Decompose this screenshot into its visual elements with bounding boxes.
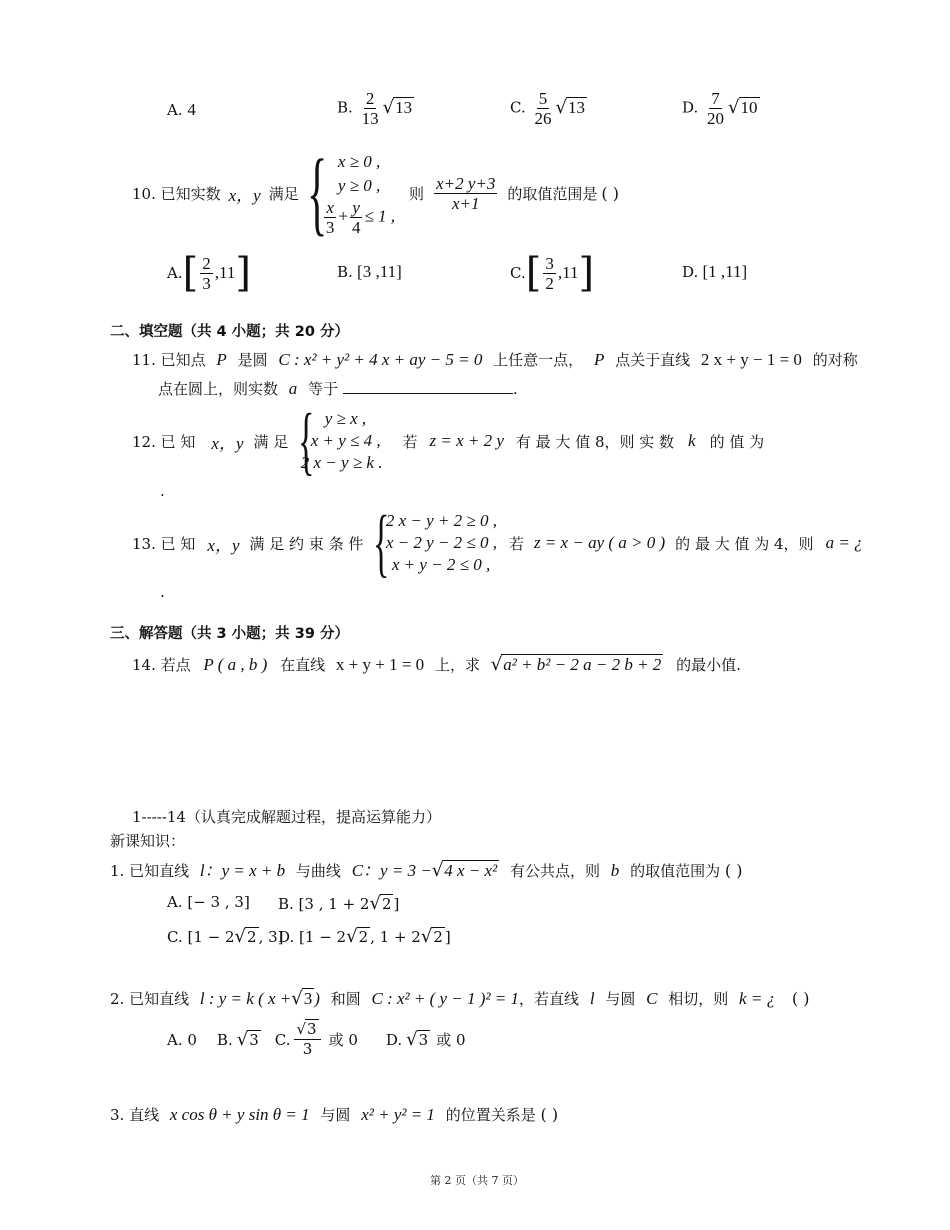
option-label: A. <box>167 264 183 282</box>
n3-stem <box>110 1104 558 1125</box>
question-text: 上任意一点， <box>493 351 584 369</box>
q10-option-c <box>510 250 594 296</box>
circle-equation: C : x² + ( y − 1 )² = 1 <box>371 989 520 1008</box>
question-text: ，若直线 <box>519 990 580 1008</box>
bracket: [ <box>182 250 199 296</box>
math-var: a <box>288 379 298 398</box>
period: . <box>512 380 518 398</box>
option-value: 4 <box>187 100 196 119</box>
n1-option-b <box>278 893 399 914</box>
question-text: 与曲线 <box>295 862 341 880</box>
radicand: 2 <box>433 928 443 946</box>
denominator: 13 <box>361 109 379 128</box>
n2-option-a: A. 0 <box>167 1030 197 1049</box>
radicand: 13 <box>395 97 413 117</box>
line-equation: x cos θ + y sin θ = 1 <box>169 1105 310 1124</box>
sqrt-sign: √ <box>369 893 381 914</box>
question-text: 1. 已知直线 <box>110 862 190 880</box>
denominator: 3 <box>325 217 335 237</box>
question-text: 3. 直线 <box>110 1106 160 1124</box>
question-text: 12. 已 知 <box>132 432 196 451</box>
numerator: x+2 y+3 <box>436 173 496 193</box>
question-text: 若 <box>402 432 418 451</box>
constraint: 2 x − y + 2 ≥ 0 , <box>385 511 497 530</box>
n2-option-d: D. <box>385 1030 403 1049</box>
q10-stem <box>132 141 619 245</box>
question-text: 的 最 大 值 为 4，则 <box>675 534 814 553</box>
radicand: 3 <box>418 1031 429 1049</box>
sqrt-sign: √ <box>406 1029 418 1050</box>
option-label: A. <box>167 101 183 119</box>
n1-option-d <box>278 926 451 947</box>
q10-option-a <box>167 250 251 296</box>
option-label: B. <box>337 98 353 117</box>
line-equation: x + y + 1 = 0 <box>335 655 425 674</box>
option-label: B. <box>337 263 353 281</box>
n2-option-c: C. <box>274 1030 291 1049</box>
radicand: 2 <box>247 928 257 946</box>
question-text: 14. 若点 <box>132 656 191 674</box>
question-text: 与圆 <box>320 1106 351 1124</box>
denominator: 2 <box>545 273 554 293</box>
bracket: [ <box>525 250 542 296</box>
n2-stem <box>110 988 809 1009</box>
option-label: D. <box>682 98 699 117</box>
question-text: 2. 已知直线 <box>110 990 190 1008</box>
radicand: 3 <box>307 1020 317 1038</box>
numerator: 7 <box>711 89 720 108</box>
question-text: 的最小值. <box>676 656 741 674</box>
constraint-rest: ≤ 1 , <box>364 205 396 225</box>
bracket: ] <box>235 250 251 296</box>
denominator: 20 <box>707 109 725 128</box>
radicand: 2 <box>358 928 369 946</box>
option-value: D. [1 − 2 <box>278 928 347 946</box>
q13-stem <box>132 501 863 585</box>
target-fraction <box>434 174 497 213</box>
question-text: 的取值范围是 <box>507 184 598 203</box>
question-text: 11. 已知点 <box>132 351 206 369</box>
math-vars: x，y <box>228 185 261 205</box>
option-value: ] <box>444 928 451 946</box>
constraint: x + y − 2 ≤ 0 , <box>391 555 491 574</box>
page-footer: 第 2 页（共 7 页） <box>430 1174 524 1187</box>
radicand: 2 <box>381 895 392 913</box>
question-text: 若 <box>508 534 524 553</box>
question-text: 的对称 <box>812 351 858 369</box>
radicand: a² + b² − 2 a − 2 b + 2 <box>503 655 662 674</box>
q9-option-c <box>510 89 587 128</box>
left-brace: { <box>306 141 328 245</box>
n1-option-a: A. [− 3 , 3] <box>167 893 250 911</box>
option-value: , 3] <box>258 928 284 946</box>
numerator: y <box>352 197 360 217</box>
answer-paren: ( ) <box>601 183 619 203</box>
n1-option-c <box>167 926 284 947</box>
math-vars: x，y <box>207 535 240 555</box>
question-text: 满足 <box>268 184 299 203</box>
question-text: 相切，则 <box>668 990 729 1008</box>
q9-option-a <box>167 100 196 120</box>
numerator: 2 <box>202 253 211 273</box>
numerator: 5 <box>538 89 548 108</box>
section-heading-fill-in: 二、填空题（共 4 小题；共 20 分） <box>110 324 349 340</box>
question-text: 与圆 <box>605 990 636 1008</box>
radicand: 3 <box>249 1031 259 1049</box>
question-text: 在直线 <box>280 656 326 674</box>
answer-blank[interactable] <box>343 379 513 394</box>
q11-line-2 <box>158 378 518 399</box>
constraint: x + y ≤ 4 , <box>310 431 381 450</box>
q10-option-d <box>682 262 747 282</box>
sqrt-sign: √ <box>382 96 395 118</box>
q9-option-b <box>337 89 414 128</box>
n2-options <box>167 1020 466 1059</box>
numerator: 3 <box>545 253 554 273</box>
math-var: l <box>589 989 595 1008</box>
circle-equation: C : x² + y² + 4 x + ay − 5 = 0 <box>278 350 483 369</box>
question-text: 上，求 <box>434 656 480 674</box>
q13-dot: . <box>160 583 165 601</box>
math-vars: x，y <box>211 433 244 453</box>
denominator: 3 <box>302 1040 313 1058</box>
option-label: C. <box>510 98 526 117</box>
math-point: P ( a , b ) <box>203 655 268 674</box>
fraction <box>705 89 726 128</box>
q9-option-d <box>682 89 760 128</box>
question-text: 13. 已 知 <box>132 534 196 553</box>
q11-line-1 <box>132 349 858 370</box>
left-brace: { <box>298 399 315 483</box>
question-text: 满 足 约 束 条 件 <box>249 534 364 553</box>
fraction <box>533 89 554 128</box>
question-text: 点关于直线 <box>615 351 691 369</box>
question-text: 10. 已知实数 <box>132 184 221 203</box>
question-text: 有公共点，则 <box>509 862 600 880</box>
question-text: 的 值 为 <box>709 432 765 451</box>
sqrt-sign: √ <box>431 860 444 881</box>
bracket: ] <box>578 250 595 296</box>
answer-paren: ( ) <box>724 861 743 880</box>
question-text: 是圆 <box>237 351 268 369</box>
line-equation: l : y = k ( x + <box>199 989 292 1008</box>
answer-paren: ( ) <box>791 989 810 1008</box>
answer-paren: ( ) <box>540 1105 559 1124</box>
constraint-system <box>300 408 383 474</box>
numerator: x <box>326 197 334 217</box>
option-value: [1 ,11] <box>702 262 748 281</box>
option-value: ,11 <box>214 263 236 282</box>
objective: z = x + 2 y <box>429 431 504 450</box>
question-text: 的位置关系是 <box>445 1106 536 1124</box>
math-var: P <box>216 350 227 369</box>
denominator: 26 <box>534 109 552 128</box>
q14-stem <box>132 654 741 675</box>
q10-option-b <box>337 262 402 282</box>
radicand: 10 <box>740 97 758 117</box>
option-value: [3 ,11] <box>357 262 402 281</box>
question-text: 有 最 大 值 8，则 实 数 <box>515 432 675 451</box>
line-equation: 2 x + y − 1 = 0 <box>700 350 802 369</box>
sqrt-sign: √ <box>490 654 503 675</box>
sqrt-sign: √ <box>234 926 247 947</box>
sqrt-sign: √ <box>555 96 567 118</box>
question-text: 的取值范围为 <box>630 862 721 880</box>
option-value: ] <box>393 895 400 913</box>
constraint: 2 x − y ≥ k . <box>300 453 383 472</box>
option-value: C. [1 − 2 <box>167 928 235 946</box>
denominator: 3 <box>202 273 211 293</box>
line-equation: ) <box>314 989 320 1008</box>
constraint-system <box>322 150 395 237</box>
sqrt-sign: √ <box>291 988 303 1009</box>
question-text: 满 足 <box>253 432 289 451</box>
option-label: D. <box>682 263 699 281</box>
question-text: 和圆 <box>330 990 361 1008</box>
n1-stem <box>110 856 742 881</box>
n2-option-b: B. <box>216 1030 233 1049</box>
math-var: C <box>646 989 658 1008</box>
curve-equation: C：y = 3 − <box>351 861 432 880</box>
constraint: x − 2 y − 2 ≤ 0 , <box>385 533 497 552</box>
line-equation: l：y = x + b <box>199 861 286 880</box>
fraction <box>360 89 381 128</box>
answer-slot: a = ¿ <box>825 533 863 552</box>
constraint-system <box>386 510 497 576</box>
sqrt-sign: √ <box>728 96 740 118</box>
option-text: 或 0 <box>328 1031 358 1049</box>
sqrt-sign: √ <box>346 926 358 947</box>
left-brace: { <box>373 501 390 585</box>
option-text: 或 0 <box>436 1031 466 1049</box>
option-label: C. <box>510 264 526 282</box>
question-text: 则 <box>409 184 425 203</box>
radicand: 13 <box>567 97 585 117</box>
denominator: 4 <box>351 217 361 237</box>
q12-dot: . <box>160 482 165 500</box>
notes-line-1: 1-----14（认真完成解题过程，提高运算能力） <box>132 808 441 826</box>
question-text: 等于 <box>308 380 339 398</box>
section-heading-solutions: 三、解答题（共 3 小题；共 39 分） <box>110 626 349 642</box>
constraint: y ≥ x , <box>324 409 367 428</box>
fraction <box>294 1020 320 1059</box>
objective: z = x − ay ( a > 0 ) <box>533 533 666 552</box>
constraint: $\frac{x}{3}$ + $\frac{y}{4}$ ≤ 1 , <box>325 197 396 237</box>
notes-line-2: 新课知识： <box>110 832 186 850</box>
numerator: 2 <box>365 89 375 108</box>
numerator: √3 <box>294 1020 320 1040</box>
math-var: b <box>610 861 620 880</box>
math-var: k <box>688 431 696 450</box>
option-value: , 1 + 2 <box>370 928 421 946</box>
question-text: 点在圆上，则实数 <box>158 380 279 398</box>
answer-slot: k = ¿ <box>739 989 776 1008</box>
option-value: ,11 <box>557 263 579 282</box>
radicand: 4 x − x² <box>444 861 498 880</box>
q12-stem <box>132 399 842 483</box>
constraint: x ≥ 0 , <box>337 151 381 171</box>
constraint: y ≥ 0 , <box>337 175 381 195</box>
option-value: B. [3 , 1 + 2 <box>278 895 370 913</box>
denominator: x+1 <box>451 193 480 213</box>
sqrt-sign: √ <box>236 1029 249 1050</box>
math-var: P <box>593 350 605 369</box>
radicand: 3 <box>303 989 313 1008</box>
circle-equation: x² + y² = 1 <box>361 1105 435 1124</box>
sqrt-sign: √ <box>420 926 433 947</box>
